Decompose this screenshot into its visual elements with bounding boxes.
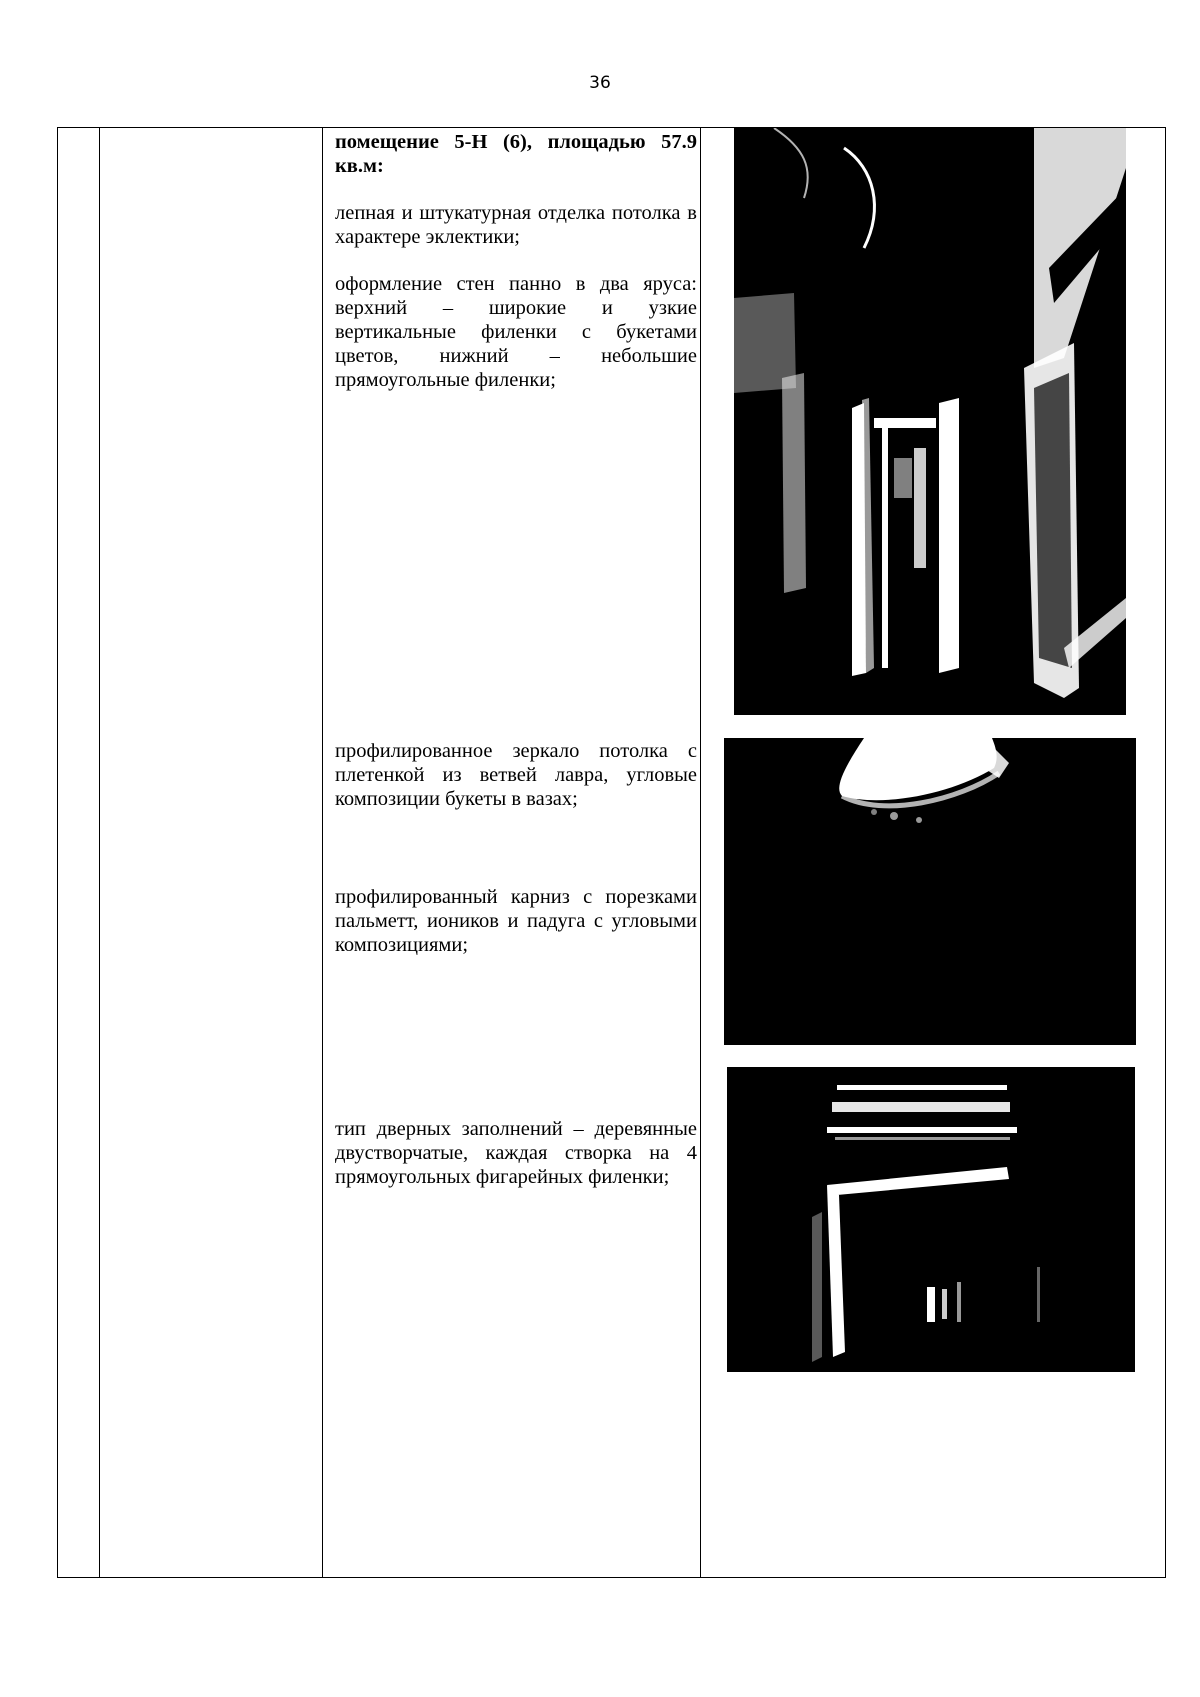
feature-item: оформление стен панно в два яруса: верхний – широкие и узкие вертикальные филенки с букетами цветов, нижний – небольшие прямоугольные филенки;	[335, 273, 697, 391]
table-column-divider	[322, 127, 323, 1578]
feature-item: профилированный карниз с порезками пальметт, иоников и падуга с угловыми композициями;	[335, 886, 697, 956]
room-heading: помещение 5-Н (6), площадью 57.9 кв.м:	[335, 131, 697, 177]
feature-item: тип дверных заполнений – деревянные двустворчатые, каждая створка на 4 прямоугольных фигарейных филенки;	[335, 1118, 697, 1188]
feature-item: лепная и штукатурная отделка потолка в характере эклектики;	[335, 202, 697, 248]
page-number: 36	[589, 73, 611, 93]
feature-item: профилированное зеркало потолка с плетенкой из ветвей лавра, угловые композиции букеты в вазах;	[335, 740, 697, 810]
door-photo	[727, 1067, 1135, 1372]
table-column-divider	[99, 127, 100, 1578]
ceiling-photo	[724, 738, 1136, 1045]
table-column-divider	[700, 127, 701, 1578]
corridor-photo	[734, 128, 1126, 715]
